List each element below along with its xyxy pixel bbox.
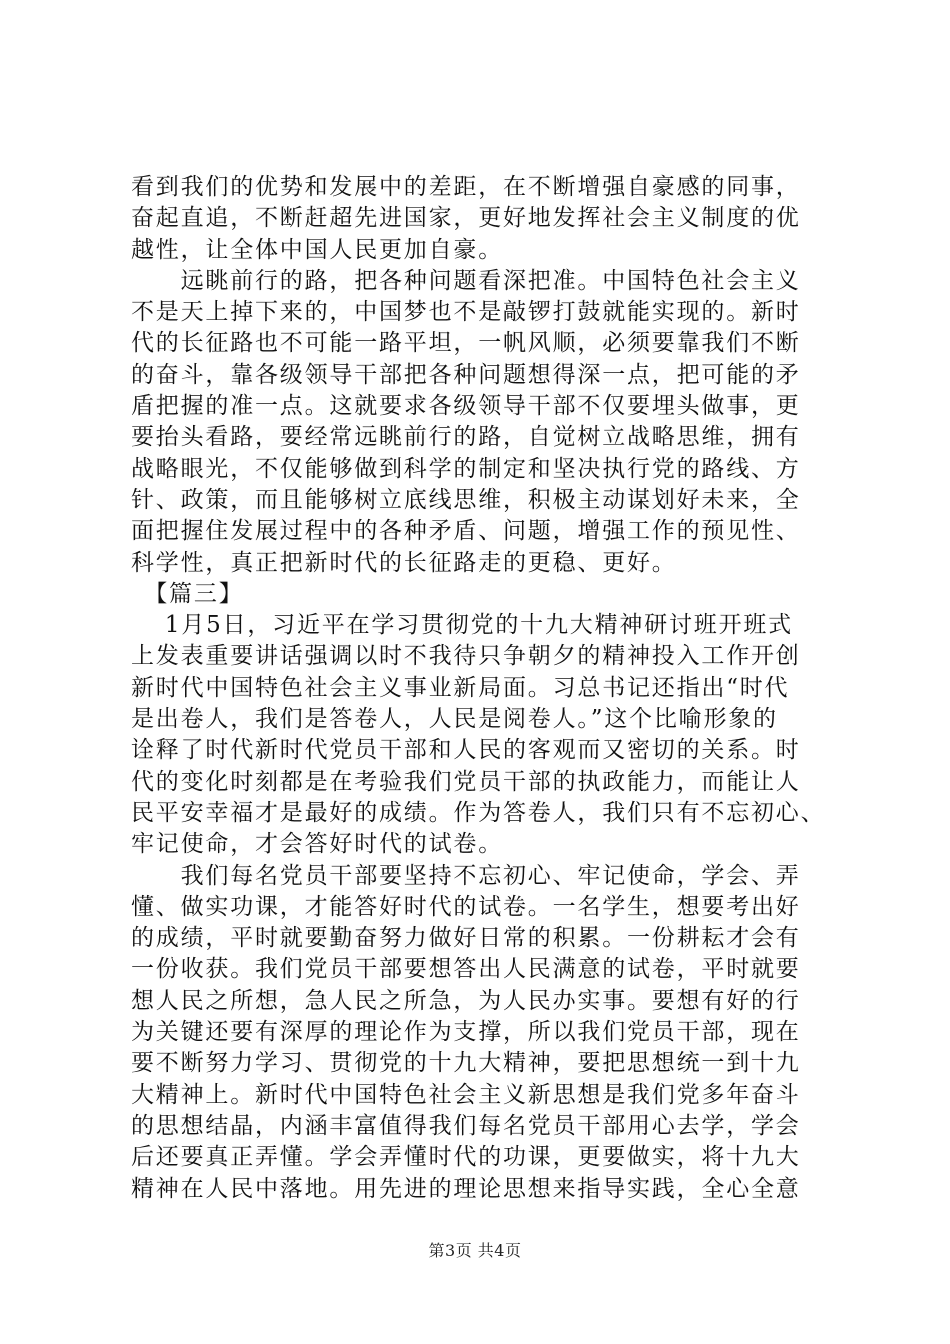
- text-line: 大精神上。新时代中国特色社会主义新思想是我们党多年奋斗: [131, 1081, 801, 1108]
- text-line: 针、政策，而且能够树立底线思维，积极主动谋划好未来，全: [131, 486, 801, 513]
- text-line: 为关键还要有深厚的理论作为支撑，所以我们党员干部，现在: [131, 1019, 801, 1046]
- text-line: 越性，让全体中国人民更加自豪。: [131, 236, 503, 263]
- text-line: 民平安幸福才是最好的成绩。作为答卷人，我们只有不忘初心、: [131, 799, 826, 826]
- page-footer: 第3页 共4页: [428, 1241, 522, 1260]
- text-line: 科学性，真正把新时代的长征路走的更稳、更好。: [131, 549, 677, 576]
- text-line: 看到我们的优势和发展中的差距，在不断增强自豪感的同事，: [131, 174, 801, 200]
- text-line: 的奋斗，靠各级领导干部把各种问题想得深一点，把可能的矛: [131, 361, 801, 388]
- text-line: 是出卷人，我们是答卷人，人民是阅卷人。”这个比喻形象的: [131, 706, 778, 733]
- section-heading: 【篇三】: [131, 580, 244, 607]
- text-line: 我们每名党员干部要坚持不忘初心、牢记使命，学会、弄: [131, 862, 801, 889]
- text-line: 面把握住发展过程中的各种矛盾、问题，增强工作的预见性、: [131, 518, 801, 545]
- text-line: 想人民之所想，急人民之所急，为人民办实事。要想有好的行: [131, 987, 801, 1014]
- text-line: 上发表重要讲话强调以时不我待只争朝夕的精神投入工作开创: [131, 643, 801, 670]
- text-line: 一份收获。我们党员干部要想答出人民满意的试卷，平时就要: [131, 956, 801, 983]
- text-line: 战略眼光，不仅能够做到科学的制定和坚决执行党的路线、方: [131, 455, 801, 482]
- text-line: 的思想结晶，内涵丰富值得我们每名党员干部用心去学，学会: [131, 1112, 801, 1139]
- text-line: 不是天上掉下来的，中国梦也不是敲锣打鼓就能实现的。新时: [131, 299, 801, 326]
- body-text: [131, 172, 831, 1205]
- text-line: 1月5日，习近平在学习贯彻党的十九大精神研讨班开班式: [131, 612, 793, 639]
- text-line: 要抬头看路，要经常远眺前行的路，自觉树立战略思维，拥有: [131, 424, 801, 451]
- text-line: 精神在人民中落地。用先进的理论思想来指导实践，全心全意: [131, 1175, 801, 1202]
- text-line: 懂、做实功课，才能答好时代的试卷。一名学生，想要考出好: [131, 893, 801, 920]
- text-line: 新时代中国特色社会主义事业新局面。习总书记还指出“时代: [131, 674, 790, 701]
- text-line: 的成绩，平时就要勤奋努力做好日常的积累。一份耕耘才会有: [131, 925, 801, 952]
- text-line: 远眺前行的路，把各种问题看深把准。中国特色社会主义: [131, 267, 801, 294]
- text-line: 要不断努力学习、贯彻党的十九大精神，要把思想统一到十九: [131, 1050, 801, 1077]
- text-line: 奋起直追，不断赶超先进国家，更好地发挥社会主义制度的优: [131, 205, 801, 232]
- text-line: 后还要真正弄懂。学会弄懂时代的功课，更要做实，将十九大: [131, 1144, 801, 1171]
- text-line: 牢记使命，才会答好时代的试卷。: [131, 831, 503, 858]
- text-line: 代的变化时刻都是在考验我们党员干部的执政能力，而能让人: [131, 768, 801, 795]
- text-line: 盾把握的准一点。这就要求各级领导干部不仅要埋头做事，更: [131, 393, 801, 420]
- text-line: 代的长征路也不可能一路平坦，一帆风顺，必须要靠我们不断: [131, 330, 801, 357]
- text-line: 诠释了时代新时代党员干部和人民的客观而又密切的关系。时: [131, 737, 801, 764]
